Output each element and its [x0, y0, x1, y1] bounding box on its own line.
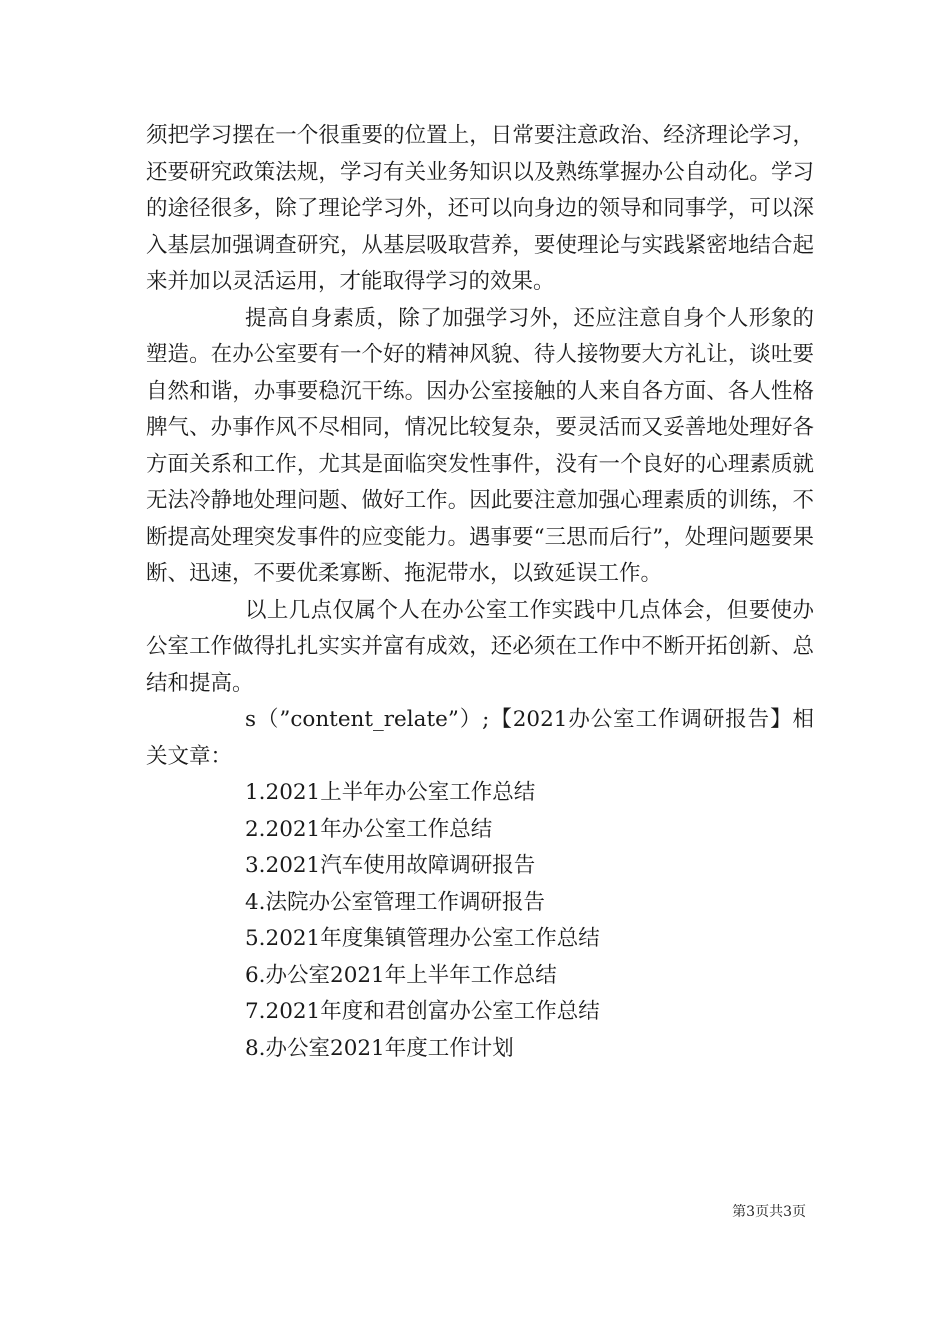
related-article-item[interactable]: 8.办公室2021年度工作计划	[245, 1035, 514, 1061]
related-article-item[interactable]: 2.2021年办公室工作总结	[245, 816, 493, 842]
document-body	[146, 118, 814, 1067]
related-article-item[interactable]: 1.2021上半年办公室工作总结	[245, 780, 536, 805]
related-article-item[interactable]: 4.法院办公室管理工作调研报告	[245, 889, 546, 915]
related-articles-list	[146, 775, 814, 1067]
paragraph-self-quality: 提高自身素质，除了加强学习外，还应注意自身个人形象的塑造。在办公室要有一个好的精神风貌、待人接物要大方礼让，谈吐要自然和谐，办事要稳沉干练。因办公室接触的人来自各方面、各人性格脾气、办事作风不尽相同，情况比较复杂，要灵活而又妥善地处理好各方面关系和工作，尤其是面临突发性事件，没有一个良好的心理素质就无法冷静地处理问题、做好工作。因此要注意加强心理素质的训练，不断提高处理突发事件的应变能力。遇事要“三思而后行”，处理问题要果断、迅速，不要优柔寡断、拖泥带水，以致延误工作。	[146, 305, 814, 586]
page-number-footer: 第3页共3页	[732, 1204, 806, 1220]
related-articles-heading: s（”content_relate”）;【2021办公室工作调研报告】相关文章：	[146, 707, 814, 769]
related-article-item[interactable]: 3.2021汽车使用故障调研报告	[245, 853, 536, 878]
related-article-item[interactable]: 7.2021年度和君创富办公室工作总结	[245, 999, 600, 1024]
related-article-item[interactable]: 6.办公室2021年上半年工作总结	[245, 962, 557, 988]
related-article-item[interactable]: 5.2021年度集镇管理办公室工作总结	[245, 926, 600, 951]
paragraph-study: 须把学习摆在一个很重要的位置上，日常要注意政治、经济理论学习，还要研究政策法规，学习有关业务知识以及熟练掌握办公自动化。学习的途径很多，除了理论学习外，还可以向身边的领导和同事学，可以深入基层加强调查研究，从基层吸取营养，要使理论与实践紧密地结合起来并加以灵活运用，才能取得学习的效果。	[146, 123, 814, 294]
paragraph-conclusion: 以上几点仅属个人在办公室工作实践中几点体会，但要使办公室工作做得扎扎实实并富有成效，还必须在工作中不断开拓创新、总结和提高。	[146, 597, 814, 696]
